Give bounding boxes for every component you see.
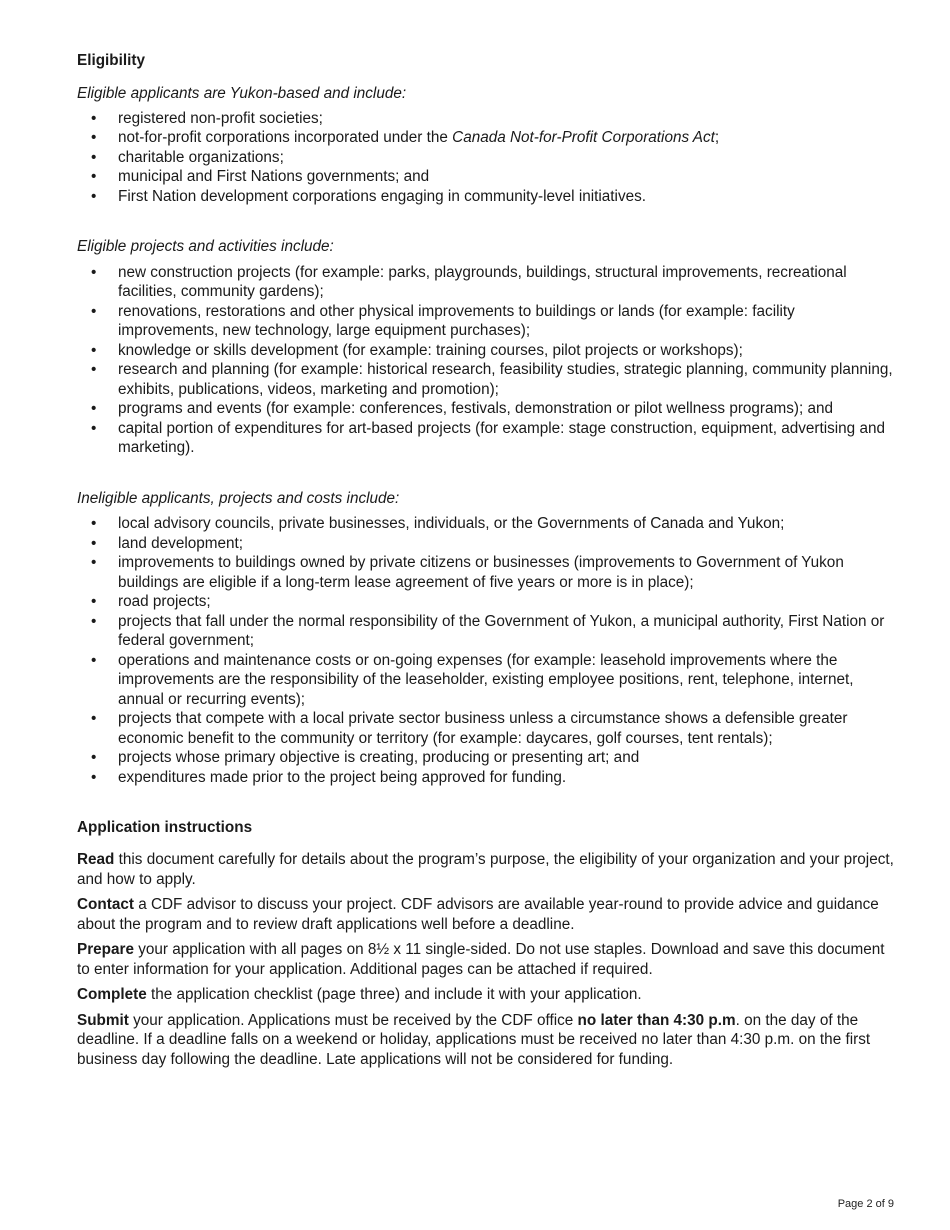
list-item: • not-for-profit corporations incorporated under the Canada Not-for-Profit Corporations Act; [77,128,899,148]
list-item: • land development; [77,534,899,554]
list-item: • projects whose primary objective is creating, producing or presenting art; and [77,748,899,768]
page-number: Page 2 of 9 [837,1198,894,1210]
list-item: • new construction projects (for example: parks, playgrounds, buildings, structural improvements, recreational facilities, community gardens); [77,263,899,302]
list-item: • operations and maintenance costs or on-going expenses (for example: leasehold improvements where the improvements are the responsibility of the leaseholder, existing employee positions, rent, telephone, internet, annual or recurring events); [77,651,899,710]
list-item: • research and planning (for example: historical research, feasibility studies, strategic planning, community planning, exhibits, publications, videos, marketing and promotion); [77,360,899,399]
eligibility-heading: Eligibility [77,52,145,69]
list-item: • First Nation development corporations engaging in community-level initiatives. [77,187,899,207]
list-item: • charitable organizations; [77,148,899,168]
eligible-applicants-intro: Eligible applicants are Yukon-based and include: [77,85,407,102]
instruction-complete: Complete the application checklist (page three) and include it with your application. [77,986,642,1003]
list-item: • road projects; [77,592,899,612]
list-item: • programs and events (for example: conferences, festivals, demonstration or pilot wellness programs); and [77,399,899,419]
instruction-submit: Submit your application. Applications must be received by the CDF office no later than 4:30 p.m. on the day of the deadline. If a deadline falls on a weekend or holiday, applications must be received no later than 4:30 p.m. on the first business day following the deadline. Late applications will not be considered for funding. [77,1011,871,1068]
application-instructions-heading: Application instructions [77,819,253,836]
document-page [77,50,899,1069]
list-item: • projects that fall under the normal responsibility of the Government of Yukon, a municipal authority, First Nation or federal government; [77,612,899,651]
eligible-projects-list [77,263,899,458]
list-item: • renovations, restorations and other physical improvements to buildings or lands (for example: facility improvements, new technology, large equipment purchases); [77,302,899,341]
instruction-prepare: Prepare your application with all pages on 8½ x 11 single-sided. Do not use staples. Download and save this document to enter information for your application. Additional pages can be attached if required. [77,941,885,978]
list-item: • local advisory councils, private businesses, individuals, or the Governments of Canada and Yukon; [77,514,899,534]
act-title: Canada Not-for-Profit Corporations Act [452,129,715,146]
list-item: • registered non-profit societies; [77,109,899,129]
instruction-read: Read this document carefully for details about the program’s purpose, the eligibility of your organization and your project, and how to apply. [77,851,894,888]
list-item: • improvements to buildings owned by private citizens or businesses (improvements to Government of Yukon buildings are eligible if a long-term lease agreement of five years or more is in place); [77,553,899,592]
ineligible-list [77,514,899,787]
list-item: • expenditures made prior to the project being approved for funding. [77,768,899,788]
list-item: • capital portion of expenditures for art-based projects (for example: stage construction, equipment, advertising and marketing). [77,419,899,458]
list-item: • municipal and First Nations governments; and [77,167,899,187]
list-item: • knowledge or skills development (for example: training courses, pilot projects or workshops); [77,341,899,361]
instruction-contact: Contact a CDF advisor to discuss your project. CDF advisors are available year-round to provide advice and guidance about the program and to review draft applications well before a deadline. [77,896,879,933]
eligible-applicants-list [77,109,899,207]
eligible-projects-intro: Eligible projects and activities include: [77,238,334,255]
list-item: • projects that compete with a local private sector business unless a circumstance shows a defensible greater economic benefit to the community or territory (for example: daycares, golf courses, tent rentals); [77,709,899,748]
ineligible-intro: Ineligible applicants, projects and costs include: [77,489,400,507]
